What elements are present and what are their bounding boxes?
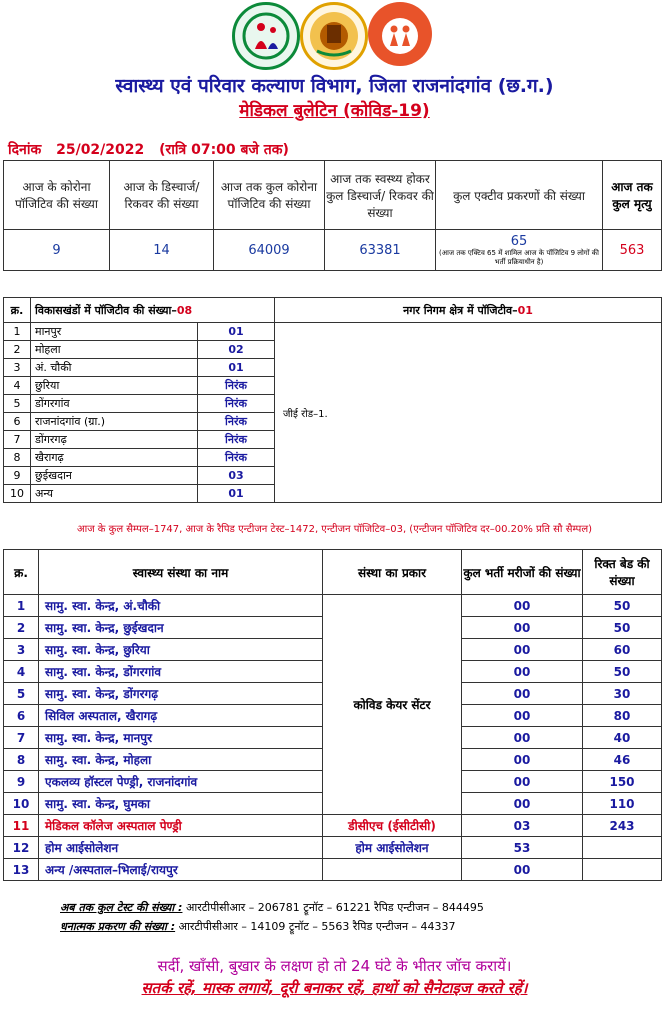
vacant-beds: 50	[583, 595, 662, 617]
row-no: 3	[4, 359, 31, 377]
active-cases-cell	[436, 230, 603, 271]
urban-cell: जीई रोड–1.	[275, 323, 662, 503]
date-line	[8, 140, 289, 159]
admitted-count: 00	[462, 771, 583, 793]
sample-summary: आज के कुल सैम्पल–1747, आज के रैपिड एन्टीजन टेस्ट–1472, एन्टीजन पॉजिटिव–03, (एन्टीजन पॉजिटिव दर–00.20% प्रति सौ सैम्पल)	[76, 524, 593, 535]
block-positive-table	[3, 297, 662, 503]
block-name: छुईखदान	[31, 467, 198, 485]
row-no: 6	[4, 413, 31, 431]
facility-name: मेडिकल कॉलेज अस्पताल पेण्ड्री	[39, 815, 323, 837]
vacant-beds	[583, 837, 662, 859]
facility-type	[323, 859, 462, 881]
row-no: 4	[4, 377, 31, 395]
col-header: कुल भर्ती मरीजों की संख्या	[462, 550, 583, 595]
facility-table	[3, 549, 662, 881]
summary-value: 563	[603, 230, 662, 271]
facility-name: अन्य /अस्पताल–भिलाई/रायपुर	[39, 859, 323, 881]
vacant-beds: 50	[583, 617, 662, 639]
vacant-beds: 30	[583, 683, 662, 705]
vacant-beds: 50	[583, 661, 662, 683]
summary-header: आज के डिस्चार्ज/रिकवर की संख्या	[110, 161, 214, 230]
advisory-line-2: सतर्क रहें, मास्क लगायें, दूरी बनाकर रहें, हाथों को सैनेटाइज करते रहें।	[141, 979, 528, 997]
admitted-count: 00	[462, 595, 583, 617]
facility-name: सिविल अस्पताल, खैरागढ़	[39, 705, 323, 727]
vacant-beds: 80	[583, 705, 662, 727]
admitted-count: 00	[462, 749, 583, 771]
block-count: निरंक	[198, 413, 275, 431]
block-count: निरंक	[198, 449, 275, 467]
col-header: संस्था का प्रकार	[323, 550, 462, 595]
admitted-count: 00	[462, 661, 583, 683]
row-no: 8	[4, 749, 39, 771]
advisory-line-1: सर्दी, खाँसी, बुखार के लक्षण हो तो 24 घंटे के भीतर जॉच करायें।	[157, 957, 512, 975]
block-count: निरंक	[198, 431, 275, 449]
admitted-count: 00	[462, 683, 583, 705]
row-no: 10	[4, 793, 39, 815]
admitted-count: 00	[462, 617, 583, 639]
block-count: 03	[198, 467, 275, 485]
row-no: 13	[4, 859, 39, 881]
facility-name: सामु. स्वा. केन्द्र, मानपुर	[39, 727, 323, 749]
vacant-beds: 40	[583, 727, 662, 749]
col-header: स्वास्थ्य संस्था का नाम	[39, 550, 323, 595]
admitted-count: 00	[462, 705, 583, 727]
logo-strip	[0, 2, 669, 70]
total-tests-label: अब तक कुल टेस्ट की संख्या :	[60, 901, 183, 914]
urban-header	[275, 298, 662, 323]
vacant-beds	[583, 859, 662, 881]
facility-name: सामु. स्वा. केन्द्र, घुमका	[39, 793, 323, 815]
block-name: अन्य	[31, 485, 198, 503]
urban-header-count: 01	[517, 303, 533, 317]
total-positive-label: धनात्मक प्रकरण की संख्या :	[60, 920, 176, 933]
chhattisgarh-emblem	[300, 2, 368, 70]
block-name: डोंगरगढ़	[31, 431, 198, 449]
admitted-count: 00	[462, 793, 583, 815]
row-no: 9	[4, 467, 31, 485]
facility-type: कोविड केयर सेंटर	[323, 595, 462, 815]
block-count: 01	[198, 359, 275, 377]
summary-header: आज तक कुल कोरोना पॉजिटिव की संख्या	[214, 161, 325, 230]
block-name: राजनांदगांव (ग्रा.)	[31, 413, 198, 431]
vacant-beds: 150	[583, 771, 662, 793]
facility-row	[4, 837, 662, 859]
row-no: 10	[4, 485, 31, 503]
block-name: अं. चौकी	[31, 359, 198, 377]
row-no: 9	[4, 771, 39, 793]
row-no: 12	[4, 837, 39, 859]
row-no: 5	[4, 395, 31, 413]
total-positive	[60, 919, 456, 934]
facility-type: होम आईसोलेशन	[323, 837, 462, 859]
facility-name: होम आईसोलेशन	[39, 837, 323, 859]
facility-row	[4, 859, 662, 881]
admitted-count: 00	[462, 727, 583, 749]
block-name: छुरिया	[31, 377, 198, 395]
summary-value: 64009	[214, 230, 325, 271]
vacant-beds: 110	[583, 793, 662, 815]
row-no: 4	[4, 661, 39, 683]
facility-row	[4, 815, 662, 837]
facility-name: सामु. स्वा. केन्द्र, छुईखदान	[39, 617, 323, 639]
block-name: खैरागढ़	[31, 449, 198, 467]
block-header-count: 08	[176, 303, 193, 317]
summary-table	[3, 160, 662, 271]
row-no: 6	[4, 705, 39, 727]
health-dept-logo	[232, 2, 300, 70]
summary-header: आज तक कुल मृत्यु	[603, 161, 662, 230]
admitted-count: 00	[462, 859, 583, 881]
summary-value: 9	[4, 230, 110, 271]
block-name: मानपुर	[31, 323, 198, 341]
urban-header-label: नगर निगम क्षेत्र में पॉजिटीव–	[403, 303, 518, 317]
block-count: 01	[198, 485, 275, 503]
total-positive-text: आरटीपीसीआर – 14109 ट्रूनॉट – 5563 रैपिड एन्टीजन – 44337	[178, 920, 456, 933]
admitted-count: 00	[462, 639, 583, 661]
row-no: 5	[4, 683, 39, 705]
row-no: 11	[4, 815, 39, 837]
row-no: 8	[4, 449, 31, 467]
date-label: दिनांक	[8, 142, 42, 158]
summary-header: कुल एक्टीव प्रकरणों की संख्या	[436, 161, 603, 230]
col-header: क्र.	[4, 550, 39, 595]
row-no: 1	[4, 323, 31, 341]
block-count: 01	[198, 323, 275, 341]
col-header-no: क्र.	[4, 298, 31, 323]
block-row	[4, 323, 662, 341]
bulletin-subtitle: मेडिकल बुलेटिन (कोविड-19)	[239, 101, 430, 121]
row-no: 7	[4, 431, 31, 449]
row-no: 1	[4, 595, 39, 617]
facility-row	[4, 595, 662, 617]
national-health-mission-logo	[368, 2, 432, 66]
block-name: मोहला	[31, 341, 198, 359]
vacant-beds: 243	[583, 815, 662, 837]
block-header-label: विकासखंडों में पॉजिटीव की संख्या–	[35, 303, 177, 317]
summary-value: 14	[110, 230, 214, 271]
active-note: (आज तक एक्टिव 65 में शामिल आज के पॉजिटिव 9 लोगों की भर्ती प्रक्रियाधीन है)	[439, 248, 599, 266]
time-note: (रात्रि 07:00 बजे तक)	[159, 142, 289, 158]
facility-name: सामु. स्वा. केन्द्र, छुरिया	[39, 639, 323, 661]
vacant-beds: 60	[583, 639, 662, 661]
summary-header: आज के कोरोना पॉजिटिव की संख्या	[4, 161, 110, 230]
row-no: 2	[4, 341, 31, 359]
block-count: 02	[198, 341, 275, 359]
row-no: 3	[4, 639, 39, 661]
facility-name: एकलव्य हॉस्टल पेण्ड्री, राजनांदगांव	[39, 771, 323, 793]
col-header: रिक्त बेड की संख्या	[583, 550, 662, 595]
block-name: डोंगरगांव	[31, 395, 198, 413]
admitted-count: 03	[462, 815, 583, 837]
block-count: निरंक	[198, 395, 275, 413]
total-tests-text: आरटीपीसीआर – 206781 ट्रूनॉट – 61221 रैपिड एन्टीजन – 844495	[185, 901, 484, 914]
facility-name: सामु. स्वा. केन्द्र, डोंगरगढ़	[39, 683, 323, 705]
row-no: 7	[4, 727, 39, 749]
date-value: 25/02/2022	[56, 142, 145, 158]
facility-name: सामु. स्वा. केन्द्र, अं.चौकी	[39, 595, 323, 617]
row-no: 2	[4, 617, 39, 639]
facility-name: सामु. स्वा. केन्द्र, डोंगरगांव	[39, 661, 323, 683]
summary-value: 63381	[325, 230, 436, 271]
summary-value: 65	[510, 233, 528, 249]
page-title: स्वास्थ्य एवं परिवार कल्याण विभाग, जिला राजनांदगांव (छ.ग.)	[115, 75, 554, 97]
block-count: निरंक	[198, 377, 275, 395]
block-header	[31, 298, 275, 323]
total-tests	[60, 900, 484, 915]
summary-header: आज तक स्वस्थ्य होकर कुल डिस्चार्ज/ रिकवर की संख्या	[325, 161, 436, 230]
facility-type: डीसीएच (ईसीटीसी)	[323, 815, 462, 837]
facility-name: सामु. स्वा. केन्द्र, मोहला	[39, 749, 323, 771]
vacant-beds: 46	[583, 749, 662, 771]
admitted-count: 53	[462, 837, 583, 859]
